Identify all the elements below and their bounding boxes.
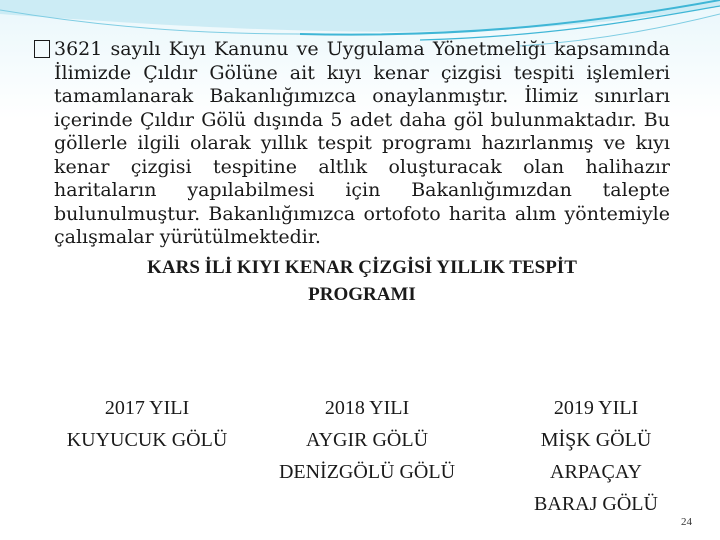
slide-content — [34, 38, 670, 308]
year-label: 2018 YILI — [324, 397, 410, 419]
lake-item: DENİZGÖLÜ GÖLÜ — [278, 461, 456, 483]
heading-line-1: KARS İLİ KIYI KENAR ÇİZGİSİ YILLIK TESPİT — [147, 256, 577, 278]
page-number: 24 — [681, 516, 692, 528]
bullet-icon — [34, 40, 50, 58]
column-2019 — [508, 392, 684, 520]
lake-item: ARPAÇAY — [550, 461, 642, 483]
heading-line-2: PROGRAMI — [308, 283, 416, 305]
year-label: 2017 YILI — [104, 397, 190, 419]
year-label: 2019 YILI — [553, 397, 639, 419]
body-paragraph: 3621 sayılı Kıyı Kanunu ve Uygulama Yönetmeliği kapsamında İlimizde Çıldır Gölüne ait kıyı kenar çizgisi tespiti işlemleri tamamlanarak Bakanlığımızca onaylanmıştır. İlimiz sınırları içerinde Çıldır Gölü dışında 5 adet daha göl bulunmaktadır. Bu göllerle ilgili olarak yıllık tespit programı hazırlanmış ve kıyı kenar çizgisi tespitine altlık oluşturacak olan halihazır haritaların yapılabilmesi için Bakanlığımızdan talepte bulunulmuştur. Bakanlığımızca ortofoto harita alım yöntemiyle çalışmalar yürütülmektedir. — [54, 38, 670, 248]
lake-item: AYGIR GÖLÜ — [305, 429, 429, 451]
lake-item: BARAJ GÖLÜ — [534, 493, 658, 515]
program-heading — [34, 254, 670, 308]
lake-item: KUYUCUK GÖLÜ — [66, 429, 228, 451]
column-2017 — [42, 392, 252, 456]
lake-item: MİŞK GÖLÜ — [540, 429, 652, 451]
column-2018 — [262, 392, 472, 488]
